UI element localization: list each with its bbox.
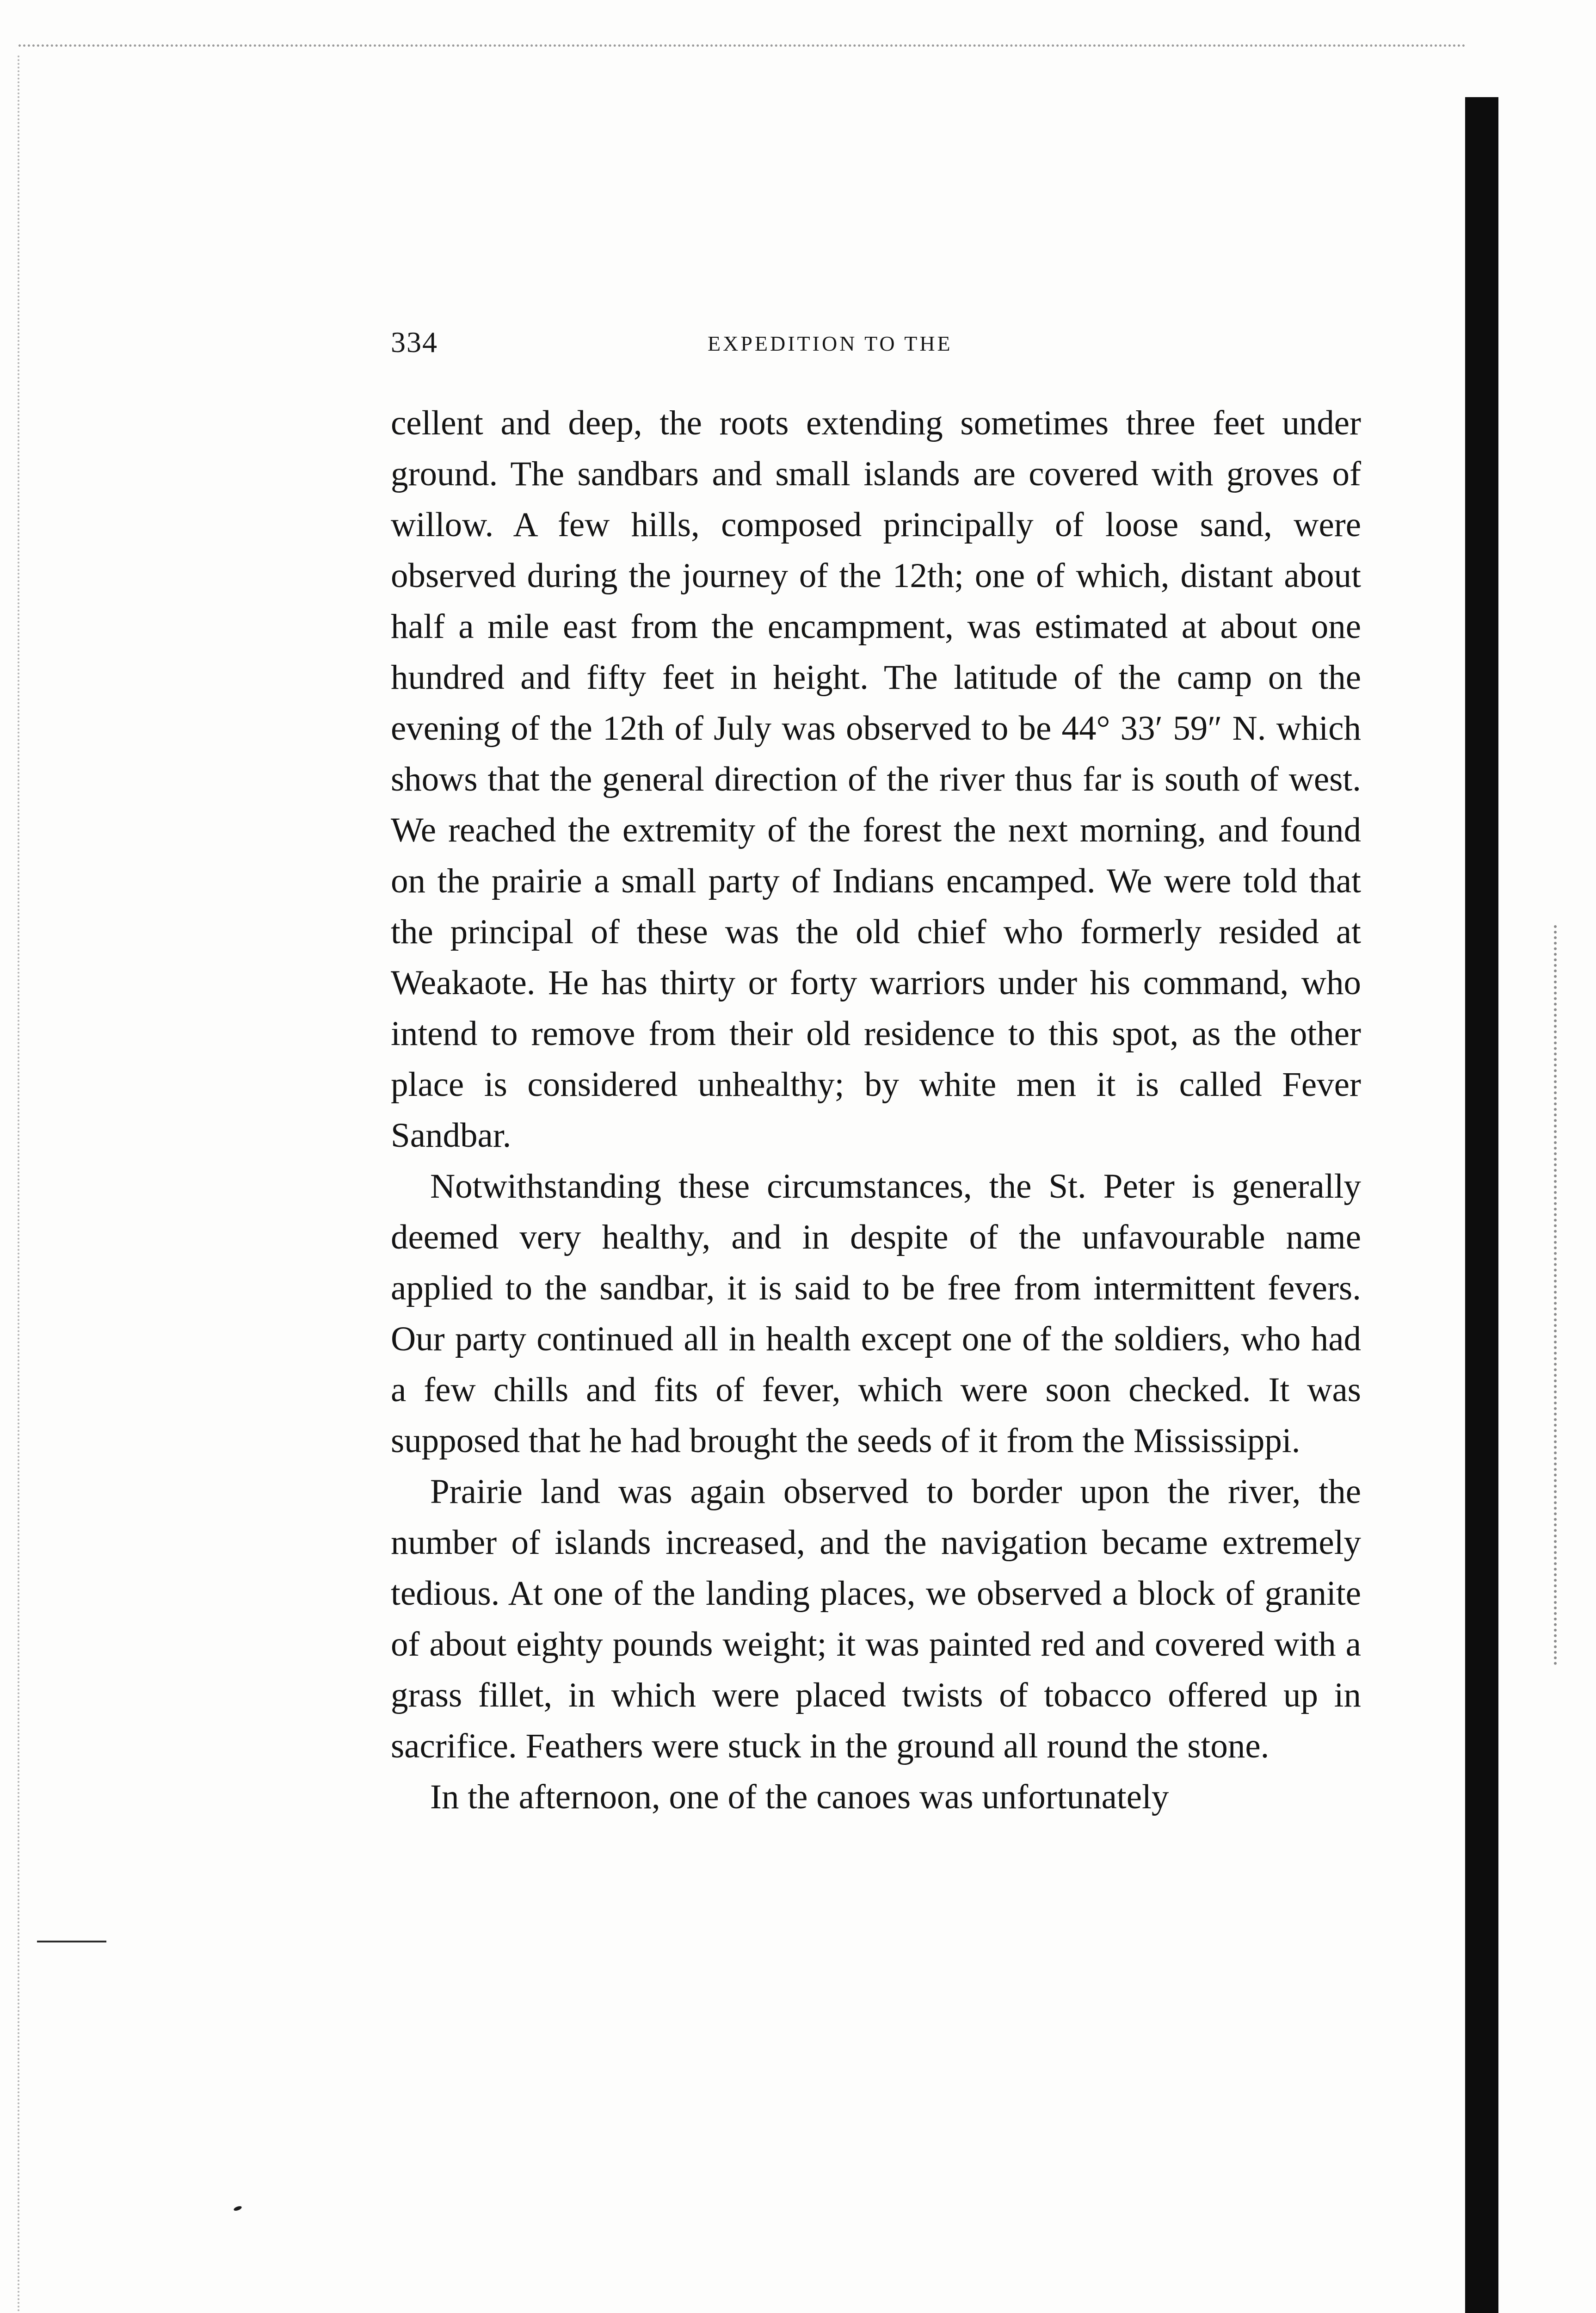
ink-speck bbox=[233, 2205, 242, 2212]
paragraph: Prairie land was again observed to border upon the river, the number of islands increased, and the navigation became extremely tedious. At one of the landing places, we observed a block of granite of about eighty pounds weight; it was painted red and covered with a grass fillet, in which were placed twists of tobacco offered up in sacrifice. Feathers were stuck in the ground all round the stone. bbox=[391, 1472, 1361, 1765]
body-text bbox=[391, 398, 1361, 1823]
paragraph: Notwithstanding these circumstances, the St. Peter is generally deemed very healthy, and in despite of the unfavourable name applied to the sandbar, it is said to be free from intermittent fevers. Our party continued all in health except one of the soldiers, who had a few chills and fits of fever, which were soon checked. It was supposed that he had brought the seeds of it from the Mississippi. bbox=[391, 1167, 1361, 1460]
paragraph: In the afternoon, one of the canoes was unfortunately bbox=[430, 1778, 1169, 1816]
page-number: 334 bbox=[391, 326, 438, 359]
page-left-edge bbox=[18, 56, 19, 2313]
binding-shadow bbox=[1465, 97, 1498, 2313]
margin-rule-mark bbox=[37, 1941, 106, 1942]
right-margin-marks bbox=[1554, 925, 1557, 1665]
running-title: EXPEDITION TO THE bbox=[708, 332, 953, 355]
page-top-edge bbox=[18, 44, 1466, 47]
paragraph: cellent and deep, the roots extending sometimes three feet under ground. The sandbars and small islands are covered with groves of willow. A few hills, composed principally of loose sand, were observed during the journey of the 12th; one of which, distant about half a mile east from the encampment, was estimated at about one hundred and fifty feet in height. The latitude of the camp on the evening of the 12th of July was observed to be 44° 33′ 59″ N. which shows that the general direction of the river thus far is south of west. We reached the extremity of the forest the next morning, and found on the prairie a small party of Indians encamped. We were told that the principal of these was the old chief who formerly resided at Weakaote. He has thirty or forty warriors under his command, who intend to remove from their old residence to this spot, as the other place is considered unhealthy; by white men it is called Fever Sandbar. bbox=[391, 404, 1361, 1155]
running-head bbox=[391, 322, 1362, 368]
